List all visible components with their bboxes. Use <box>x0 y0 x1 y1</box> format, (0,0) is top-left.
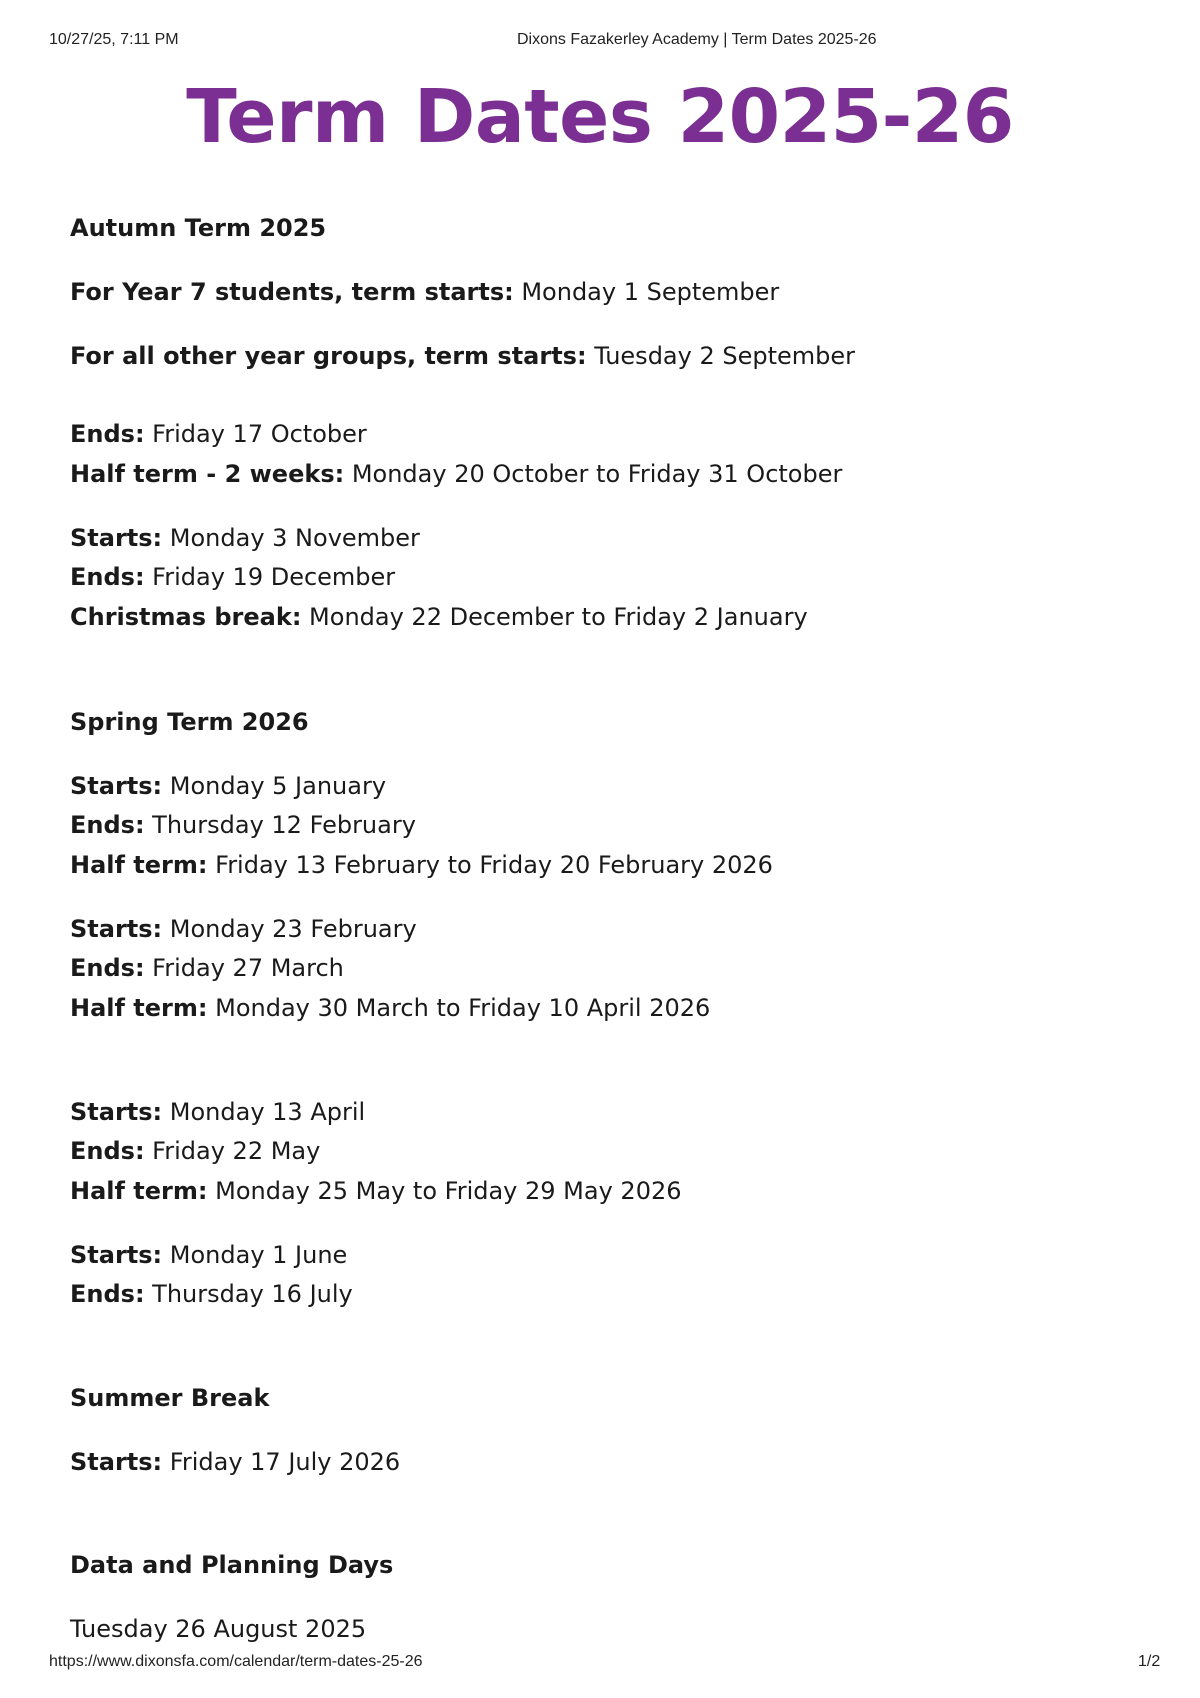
autumn-year7-start <box>70 276 779 308</box>
summer-ends-2 <box>70 1278 353 1310</box>
print-page-number: 1/2 <box>1138 1653 1161 1670</box>
christmas-break <box>70 601 808 633</box>
date-label: For all other year groups, term starts: <box>70 342 587 370</box>
page-title: Term Dates 2025-26 <box>186 74 1014 160</box>
date-label: Starts: <box>70 1241 163 1269</box>
date-value: Monday 20 October to Friday 31 October <box>344 460 843 488</box>
planning-day: Tuesday 26 August 2025 <box>70 1615 367 1643</box>
autumn-term-heading: Autumn Term 2025 <box>70 214 327 242</box>
spring-half-term-1 <box>70 849 773 881</box>
summer-half-term <box>70 1175 682 1207</box>
date-value: Monday 25 May to Friday 29 May 2026 <box>207 1177 682 1205</box>
spring-term-heading: Spring Term 2026 <box>70 708 309 736</box>
date-value: Monday 30 March to Friday 10 April 2026 <box>207 994 711 1022</box>
autumn-ends-2 <box>70 561 395 593</box>
print-page-title: Dixons Fazakerley Academy | Term Dates 2025-26 <box>517 31 877 48</box>
spring-starts-1 <box>70 770 386 802</box>
date-label: Half term: <box>70 851 208 879</box>
date-value: Monday 3 November <box>162 524 420 552</box>
date-value: Monday 23 February <box>162 915 417 943</box>
date-label: Half term: <box>70 994 208 1022</box>
date-label: Ends: <box>70 420 145 448</box>
date-label: Half term: <box>70 1177 208 1205</box>
date-label: Christmas break: <box>70 603 302 631</box>
date-label: Starts: <box>70 772 163 800</box>
date-label: Starts: <box>70 1098 163 1126</box>
date-label: Starts: <box>70 524 163 552</box>
date-value: Thursday 12 February <box>144 811 416 839</box>
autumn-starts-2 <box>70 522 420 554</box>
autumn-others-start <box>70 340 855 372</box>
date-value: Friday 17 July 2026 <box>162 1448 401 1476</box>
summer-break-starts <box>70 1446 400 1478</box>
summer-ends-1 <box>70 1135 320 1167</box>
date-label: Half term - 2 weeks: <box>70 460 345 488</box>
date-value: Friday 13 February to Friday 20 February 2026 <box>207 851 773 879</box>
summer-starts-1 <box>70 1096 365 1128</box>
date-label: Ends: <box>70 811 145 839</box>
date-value: Monday 22 December to Friday 2 January <box>301 603 808 631</box>
date-value: Friday 17 October <box>144 420 367 448</box>
date-label: Ends: <box>70 563 145 591</box>
spring-starts-2 <box>70 913 417 945</box>
spring-ends-1 <box>70 809 416 841</box>
date-value: Friday 22 May <box>144 1137 321 1165</box>
print-datetime: 10/27/25, 7:11 PM <box>49 31 179 48</box>
print-url: https://www.dixonsfa.com/calendar/term-dates-25-26 <box>49 1653 423 1670</box>
date-value: Monday 5 January <box>162 772 387 800</box>
date-label: Starts: <box>70 915 163 943</box>
date-label: For Year 7 students, term starts: <box>70 278 514 306</box>
date-label: Ends: <box>70 1280 145 1308</box>
summer-starts-2 <box>70 1239 347 1271</box>
date-value: Thursday 16 July <box>144 1280 353 1308</box>
spring-half-term-2 <box>70 992 710 1024</box>
autumn-ends-1 <box>70 418 367 450</box>
date-value: Friday 27 March <box>144 954 344 982</box>
planning-days-heading: Data and Planning Days <box>70 1551 394 1579</box>
date-label: Ends: <box>70 954 145 982</box>
date-value: Monday 13 April <box>162 1098 366 1126</box>
summer-break-heading: Summer Break <box>70 1384 270 1412</box>
spring-ends-2 <box>70 952 344 984</box>
date-value: Tuesday 2 September <box>586 342 856 370</box>
date-label: Ends: <box>70 1137 145 1165</box>
date-value: Monday 1 June <box>162 1241 348 1269</box>
date-value: Friday 19 December <box>144 563 396 591</box>
autumn-half-term <box>70 458 842 490</box>
date-value: Monday 1 September <box>513 278 780 306</box>
date-label: Starts: <box>70 1448 163 1476</box>
